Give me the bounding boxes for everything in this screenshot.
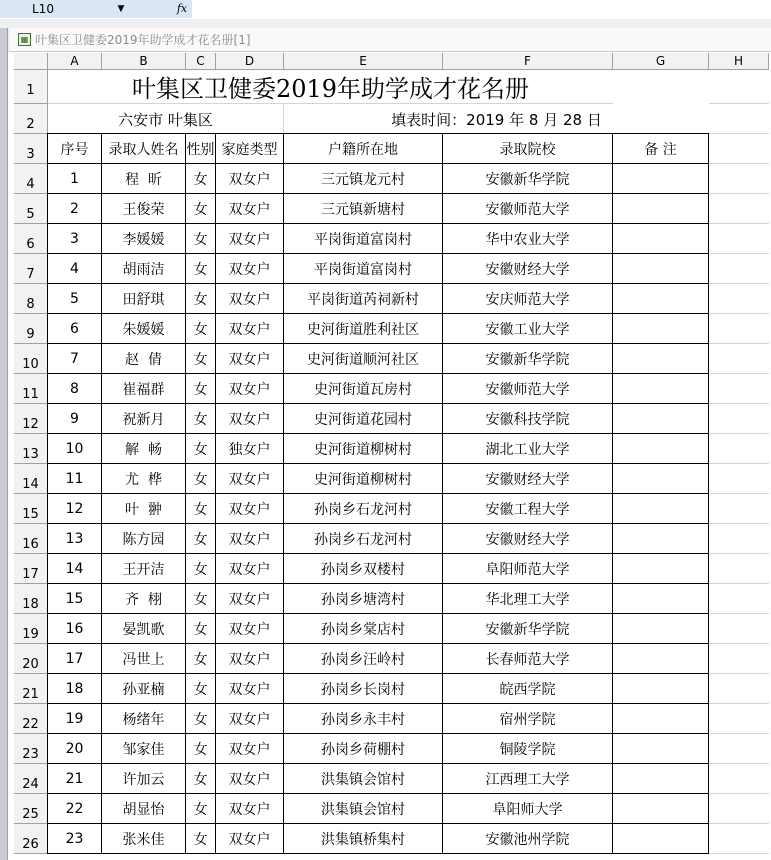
table-cell-home[interactable]: 史河街道花园村 [284,404,443,434]
table-cell-home[interactable]: 史河街道柳树村 [284,434,443,464]
table-cell-sex[interactable]: 女 [186,314,216,344]
table-cell-name[interactable]: 崔福群 [102,374,186,404]
table-cell-school[interactable]: 宿州学院 [443,704,613,734]
row-header-24[interactable]: 24 [14,764,48,794]
formula-bar-gap [132,0,172,18]
table-cell-n[interactable]: 1 [48,164,102,194]
function-icon[interactable]: fx [172,0,192,18]
table-cell-type[interactable]: 双女户 [216,524,284,554]
table-cell-remark[interactable] [613,764,709,794]
table-cell-remark[interactable] [613,644,709,674]
column-header-e[interactable]: E [284,53,443,70]
table-cell-home[interactable]: 平岗街道富岗村 [284,254,443,284]
column-header-a[interactable]: A [48,53,102,70]
table-cell-school[interactable]: 皖西学院 [443,674,613,704]
spreadsheet-icon: ▦ [18,33,31,46]
table-cell-remark[interactable] [613,614,709,644]
column-header-h[interactable]: H [709,53,769,70]
row-header-6[interactable]: 6 [14,224,48,254]
table-cell-remark[interactable] [613,524,709,554]
window-frame [0,28,8,860]
table-cell-n[interactable]: 12 [48,494,102,524]
table-cell-school[interactable]: 安徽师范大学 [443,374,613,404]
table-cell-sex[interactable]: 女 [186,254,216,284]
hdr-family-type[interactable]: 家庭类型 [216,134,284,164]
table-cell-school[interactable]: 安庆师范大学 [443,284,613,314]
table-cell-school[interactable]: 安徽科技学院 [443,404,613,434]
table-cell-school[interactable]: 安徽财经大学 [443,464,613,494]
row-header-10[interactable]: 10 [14,344,48,374]
table-cell-n[interactable]: 18 [48,674,102,704]
table-cell-sex[interactable]: 女 [186,284,216,314]
table-cell-type[interactable]: 双女户 [216,224,284,254]
table-cell-remark[interactable] [613,674,709,704]
table-cell-remark[interactable] [613,704,709,734]
table-cell-remark[interactable] [613,224,709,254]
table-cell-school[interactable]: 阜阳师大学 [443,794,613,824]
table-cell-type[interactable]: 双女户 [216,824,284,854]
hdr-index[interactable]: 序号 [48,134,102,164]
row-header-16[interactable]: 16 [14,524,48,554]
table-cell-n[interactable]: 3 [48,224,102,254]
row-header-23[interactable]: 23 [14,734,48,764]
table-cell-type[interactable]: 双女户 [216,374,284,404]
empty-cell-h[interactable] [709,404,769,434]
row-header-12[interactable]: 12 [14,404,48,434]
empty-cell-h[interactable] [709,374,769,404]
table-cell-n[interactable]: 2 [48,194,102,224]
table-cell-name[interactable]: 解 畅 [102,434,186,464]
table-cell-sex[interactable]: 女 [186,824,216,854]
table-cell-school[interactable]: 华中农业大学 [443,224,613,254]
table-cell-school[interactable]: 安徽工程大学 [443,494,613,524]
table-cell-sex[interactable]: 女 [186,794,216,824]
row-header-13[interactable]: 13 [14,434,48,464]
row-header-26[interactable]: 26 [14,824,48,854]
row-header-8[interactable]: 8 [14,284,48,314]
table-cell-home[interactable]: 史河街道柳树村 [284,464,443,494]
table-cell-type[interactable]: 双女户 [216,494,284,524]
table-cell-home[interactable]: 平岗街道芮祠新村 [284,284,443,314]
table-cell-type[interactable]: 双女户 [216,164,284,194]
table-cell-name[interactable]: 孙亚楠 [102,674,186,704]
table-cell-sex[interactable]: 女 [186,674,216,704]
table-cell-sex[interactable]: 女 [186,614,216,644]
row-header-2[interactable]: 2 [14,104,48,134]
empty-cell-h[interactable] [709,494,769,524]
empty-cell-h[interactable] [709,164,769,194]
empty-cell-h[interactable] [709,824,769,854]
table-cell-home[interactable]: 三元镇龙元村 [284,164,443,194]
empty-cell-h[interactable] [709,344,769,374]
hdr-remark[interactable]: 备 注 [613,134,709,164]
table-cell-sex[interactable]: 女 [186,374,216,404]
table-cell-n[interactable]: 7 [48,344,102,374]
table-cell-sex[interactable]: 女 [186,164,216,194]
table-cell-name[interactable]: 许加云 [102,764,186,794]
row-header-9[interactable]: 9 [14,314,48,344]
table-cell-n[interactable]: 14 [48,554,102,584]
table-cell-sex[interactable]: 女 [186,194,216,224]
table-cell-sex[interactable]: 女 [186,644,216,674]
hdr-hometown[interactable]: 户籍所在地 [284,134,443,164]
table-cell-home[interactable]: 洪集镇会馆村 [284,794,443,824]
table-cell-home[interactable]: 孙岗乡长岗村 [284,674,443,704]
table-cell-home[interactable]: 平岗街道富岗村 [284,224,443,254]
table-cell-type[interactable]: 双女户 [216,254,284,284]
table-cell-n[interactable]: 9 [48,404,102,434]
table-cell-n[interactable]: 20 [48,734,102,764]
table-cell-remark[interactable] [613,434,709,464]
table-cell-n[interactable]: 21 [48,764,102,794]
table-cell-type[interactable]: 双女户 [216,404,284,434]
table-cell-sex[interactable]: 女 [186,224,216,254]
table-cell-home[interactable]: 史河街道胜利社区 [284,314,443,344]
table-cell-type[interactable]: 双女户 [216,674,284,704]
table-cell-remark[interactable] [613,464,709,494]
empty-cell-h[interactable] [709,70,769,104]
table-cell-type[interactable]: 双女户 [216,314,284,344]
row-header-17[interactable]: 17 [14,554,48,584]
hdr-school[interactable]: 录取院校 [443,134,613,164]
table-cell-school[interactable]: 铜陵学院 [443,734,613,764]
table-cell-remark[interactable] [613,374,709,404]
table-cell-home[interactable]: 洪集镇桥集村 [284,824,443,854]
empty-cell-h[interactable] [709,194,769,224]
table-cell-n[interactable]: 16 [48,614,102,644]
table-cell-remark[interactable] [613,404,709,434]
table-cell-n[interactable]: 10 [48,434,102,464]
row-header-1[interactable]: 1 [14,70,48,104]
table-cell-name[interactable]: 朱媛媛 [102,314,186,344]
table-cell-n[interactable]: 11 [48,464,102,494]
row-header-7[interactable]: 7 [14,254,48,284]
table-cell-sex[interactable]: 女 [186,404,216,434]
table-cell-home[interactable]: 孙岗乡汪岭村 [284,644,443,674]
table-cell-sex[interactable]: 女 [186,584,216,614]
table-cell-remark[interactable] [613,584,709,614]
spreadsheet-grid[interactable] [14,53,771,860]
column-header-c[interactable]: C [186,53,216,70]
document-titlebar[interactable] [10,28,771,52]
table-cell-school[interactable]: 湖北工业大学 [443,434,613,464]
table-cell-type[interactable]: 双女户 [216,644,284,674]
row-header-21[interactable]: 21 [14,674,48,704]
table-cell-home[interactable]: 洪集镇会馆村 [284,764,443,794]
table-cell-name[interactable]: 张米佳 [102,824,186,854]
empty-cell-h[interactable] [709,284,769,314]
table-cell-type[interactable]: 双女户 [216,194,284,224]
table-cell-remark[interactable] [613,314,709,344]
table-cell-home[interactable]: 孙岗乡荷棚村 [284,734,443,764]
table-cell-n[interactable]: 17 [48,644,102,674]
empty-cell-h[interactable] [709,524,769,554]
table-cell-type[interactable]: 双女户 [216,704,284,734]
hdr-name[interactable]: 录取人姓名 [102,134,186,164]
column-header-d[interactable]: D [216,53,284,70]
table-cell-school[interactable]: 安徽池州学院 [443,824,613,854]
row-header-19[interactable]: 19 [14,614,48,644]
table-cell-type[interactable]: 双女户 [216,614,284,644]
row-header-14[interactable]: 14 [14,464,48,494]
table-cell-school[interactable]: 安徽工业大学 [443,314,613,344]
table-cell-remark[interactable] [613,284,709,314]
table-cell-type[interactable]: 双女户 [216,344,284,374]
table-cell-name[interactable]: 杨绪年 [102,704,186,734]
table-cell-n[interactable]: 6 [48,314,102,344]
table-cell-name[interactable]: 尤 桦 [102,464,186,494]
empty-cell-h[interactable] [709,614,769,644]
row-header-20[interactable]: 20 [14,644,48,674]
empty-cell-h[interactable] [709,704,769,734]
table-cell-name[interactable]: 齐 栩 [102,584,186,614]
empty-cell-h[interactable] [709,314,769,344]
table-cell-home[interactable]: 孙岗乡石龙河村 [284,524,443,554]
table-cell-n[interactable]: 22 [48,794,102,824]
formula-bar [0,0,771,20]
empty-cell-h[interactable] [709,224,769,254]
table-cell-sex[interactable]: 女 [186,704,216,734]
empty-cell-h[interactable] [709,434,769,464]
empty-cell-h[interactable] [709,644,769,674]
table-cell-home[interactable]: 三元镇新塘村 [284,194,443,224]
table-cell-home[interactable]: 孙岗乡永丰村 [284,704,443,734]
empty-cell-h[interactable] [709,794,769,824]
table-cell-school[interactable]: 安徽新华学院 [443,614,613,644]
table-cell-home[interactable]: 史河街道顺河社区 [284,344,443,374]
table-cell-type[interactable]: 双女户 [216,764,284,794]
table-cell-home[interactable]: 孙岗乡塘湾村 [284,584,443,614]
table-cell-name[interactable]: 程 昕 [102,164,186,194]
empty-cell-h[interactable] [709,734,769,764]
table-cell-remark[interactable] [613,194,709,224]
sheet-title[interactable]: 叶集区卫健委2019年助学成才花名册 [48,70,613,104]
table-cell-n[interactable]: 15 [48,584,102,614]
empty-cell-h[interactable] [709,584,769,614]
empty-cell-h[interactable] [709,674,769,704]
table-cell-remark[interactable] [613,554,709,584]
table-cell-school[interactable]: 阜阳师范大学 [443,554,613,584]
table-cell-sex[interactable]: 女 [186,554,216,584]
table-cell-type[interactable]: 双女户 [216,794,284,824]
table-cell-school[interactable]: 长春师范大学 [443,644,613,674]
row-header-4[interactable]: 4 [14,164,48,194]
table-cell-remark[interactable] [613,254,709,284]
table-cell-remark[interactable] [613,824,709,854]
table-cell-name[interactable]: 胡雨洁 [102,254,186,284]
table-cell-remark[interactable] [613,794,709,824]
select-all-corner[interactable] [14,53,48,70]
row-header-15[interactable]: 15 [14,494,48,524]
table-cell-name[interactable]: 李媛媛 [102,224,186,254]
table-cell-home[interactable]: 史河街道瓦房村 [284,374,443,404]
table-cell-name[interactable]: 祝新月 [102,404,186,434]
row-header-3[interactable]: 3 [14,134,48,164]
region-label[interactable]: 六安市 叶集区 [48,104,284,134]
table-cell-sex[interactable]: 女 [186,464,216,494]
table-cell-name[interactable]: 叶 翀 [102,494,186,524]
table-cell-name[interactable]: 胡显怡 [102,794,186,824]
table-cell-school[interactable]: 安徽师范大学 [443,194,613,224]
chevron-down-icon[interactable]: ▼ [110,0,132,18]
table-cell-name[interactable]: 邹家佳 [102,734,186,764]
table-cell-sex[interactable]: 女 [186,434,216,464]
empty-cell-h[interactable] [709,134,769,164]
table-cell-n[interactable]: 5 [48,284,102,314]
table-cell-name[interactable]: 晏凯歌 [102,614,186,644]
table-cell-sex[interactable]: 女 [186,494,216,524]
row-header-25[interactable]: 25 [14,794,48,824]
table-cell-school[interactable]: 江西理工大学 [443,764,613,794]
empty-cell-h[interactable] [709,464,769,494]
name-box[interactable]: L10 [0,0,110,18]
column-header-g[interactable]: G [613,53,709,70]
table-cell-name[interactable]: 田舒琪 [102,284,186,314]
table-cell-remark[interactable] [613,494,709,524]
table-cell-type[interactable]: 双女户 [216,734,284,764]
table-cell-home[interactable]: 孙岗乡双楼村 [284,554,443,584]
table-cell-type[interactable]: 独女户 [216,434,284,464]
table-cell-type[interactable]: 双女户 [216,554,284,584]
table-cell-school[interactable]: 安徽新华学院 [443,164,613,194]
table-cell-name[interactable]: 王俊荣 [102,194,186,224]
table-cell-n[interactable]: 23 [48,824,102,854]
table-cell-n[interactable]: 4 [48,254,102,284]
row-header-18[interactable]: 18 [14,584,48,614]
empty-cell-h[interactable] [709,104,769,134]
table-cell-name[interactable]: 陈方园 [102,524,186,554]
hdr-sex[interactable]: 性别 [186,134,216,164]
table-cell-school[interactable]: 安徽财经大学 [443,524,613,554]
fill-date[interactable]: 填表时间：2019 年 8 月 28 日 [391,110,602,129]
table-cell-remark[interactable] [613,734,709,764]
row-header-11[interactable]: 11 [14,374,48,404]
table-cell-name[interactable]: 王开洁 [102,554,186,584]
table-cell-sex[interactable]: 女 [186,524,216,554]
table-cell-type[interactable]: 双女户 [216,284,284,314]
table-cell-sex[interactable]: 女 [186,344,216,374]
table-cell-school[interactable]: 安徽新华学院 [443,344,613,374]
table-cell-home[interactable]: 孙岗乡棠店村 [284,614,443,644]
table-cell-n[interactable]: 13 [48,524,102,554]
table-cell-name[interactable]: 赵 倩 [102,344,186,374]
table-cell-name[interactable]: 冯世上 [102,644,186,674]
column-header-f[interactable]: F [443,53,613,70]
column-header-b[interactable]: B [102,53,186,70]
table-cell-type[interactable]: 双女户 [216,464,284,494]
table-cell-school[interactable]: 华北理工大学 [443,584,613,614]
table-cell-n[interactable]: 8 [48,374,102,404]
table-cell-type[interactable]: 双女户 [216,584,284,614]
empty-cell-h[interactable] [709,554,769,584]
table-cell-remark[interactable] [613,344,709,374]
row-header-22[interactable]: 22 [14,704,48,734]
row-header-5[interactable]: 5 [14,194,48,224]
table-cell-home[interactable]: 孙岗乡石龙河村 [284,494,443,524]
table-cell-sex[interactable]: 女 [186,764,216,794]
table-cell-n[interactable]: 19 [48,704,102,734]
document-title: 叶集区卫健委2019年助学成才花名册[1] [35,33,251,47]
table-cell-sex[interactable]: 女 [186,734,216,764]
table-cell-remark[interactable] [613,164,709,194]
table-cell-school[interactable]: 安徽财经大学 [443,254,613,284]
empty-cell-h[interactable] [709,254,769,284]
empty-cell-h[interactable] [709,764,769,794]
